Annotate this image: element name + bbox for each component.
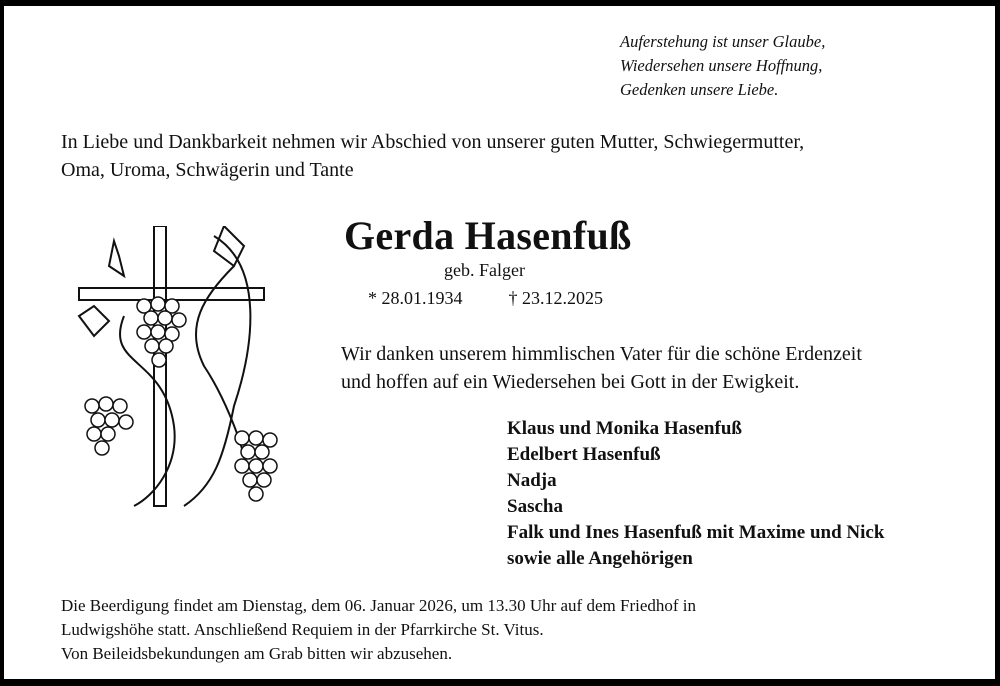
- mourner: sowie alle Angehörigen: [507, 548, 693, 569]
- intro-text: In Liebe und Dankbarkeit nehmen wir Abschied von unserer guten Mutter, Schwiegermutter, Oma, Uroma, Schwägerin und Tante: [61, 131, 805, 181]
- mourners-list: [507, 416, 884, 572]
- mourner: Nadja: [507, 470, 557, 491]
- death-date: † 23.12.2025: [508, 288, 603, 308]
- mourner: Klaus und Monika Hasenfuß: [507, 418, 742, 439]
- mourner: Sascha: [507, 496, 563, 517]
- mourner: Edelbert Hasenfuß: [507, 444, 661, 465]
- birth-name: geb. Falger: [444, 260, 525, 280]
- deceased-name: Gerda Hasenfuß: [344, 213, 632, 258]
- mourner: Falk und Ines Hasenfuß mit Maxime und Nick: [507, 522, 885, 543]
- motto: Auferstehung ist unser Glaube, Wiedersehen unsere Hoffnung, Gedenken unsere Liebe.: [620, 32, 826, 99]
- life-dates: [368, 288, 649, 309]
- obituary-card: [4, 6, 995, 679]
- cross-grapevine-illustration: [64, 226, 284, 516]
- thanks-text: Wir danken unserem himmlischen Vater für die schöne Erdenzeit und hoffen auf ein Wiedersehen bei Gott in der Ewigkeit.: [341, 343, 862, 393]
- birth-date: * 28.01.1934: [368, 288, 463, 308]
- funeral-info: Die Beerdigung findet am Dienstag, dem 06. Januar 2026, um 13.30 Uhr auf dem Friedhof in Ludwigshöhe statt. Anschließend Requiem in der Pfarrkirche St. Vitus. Von Beileidsbekundungen am Grab bitten wir abzusehen.: [61, 596, 697, 663]
